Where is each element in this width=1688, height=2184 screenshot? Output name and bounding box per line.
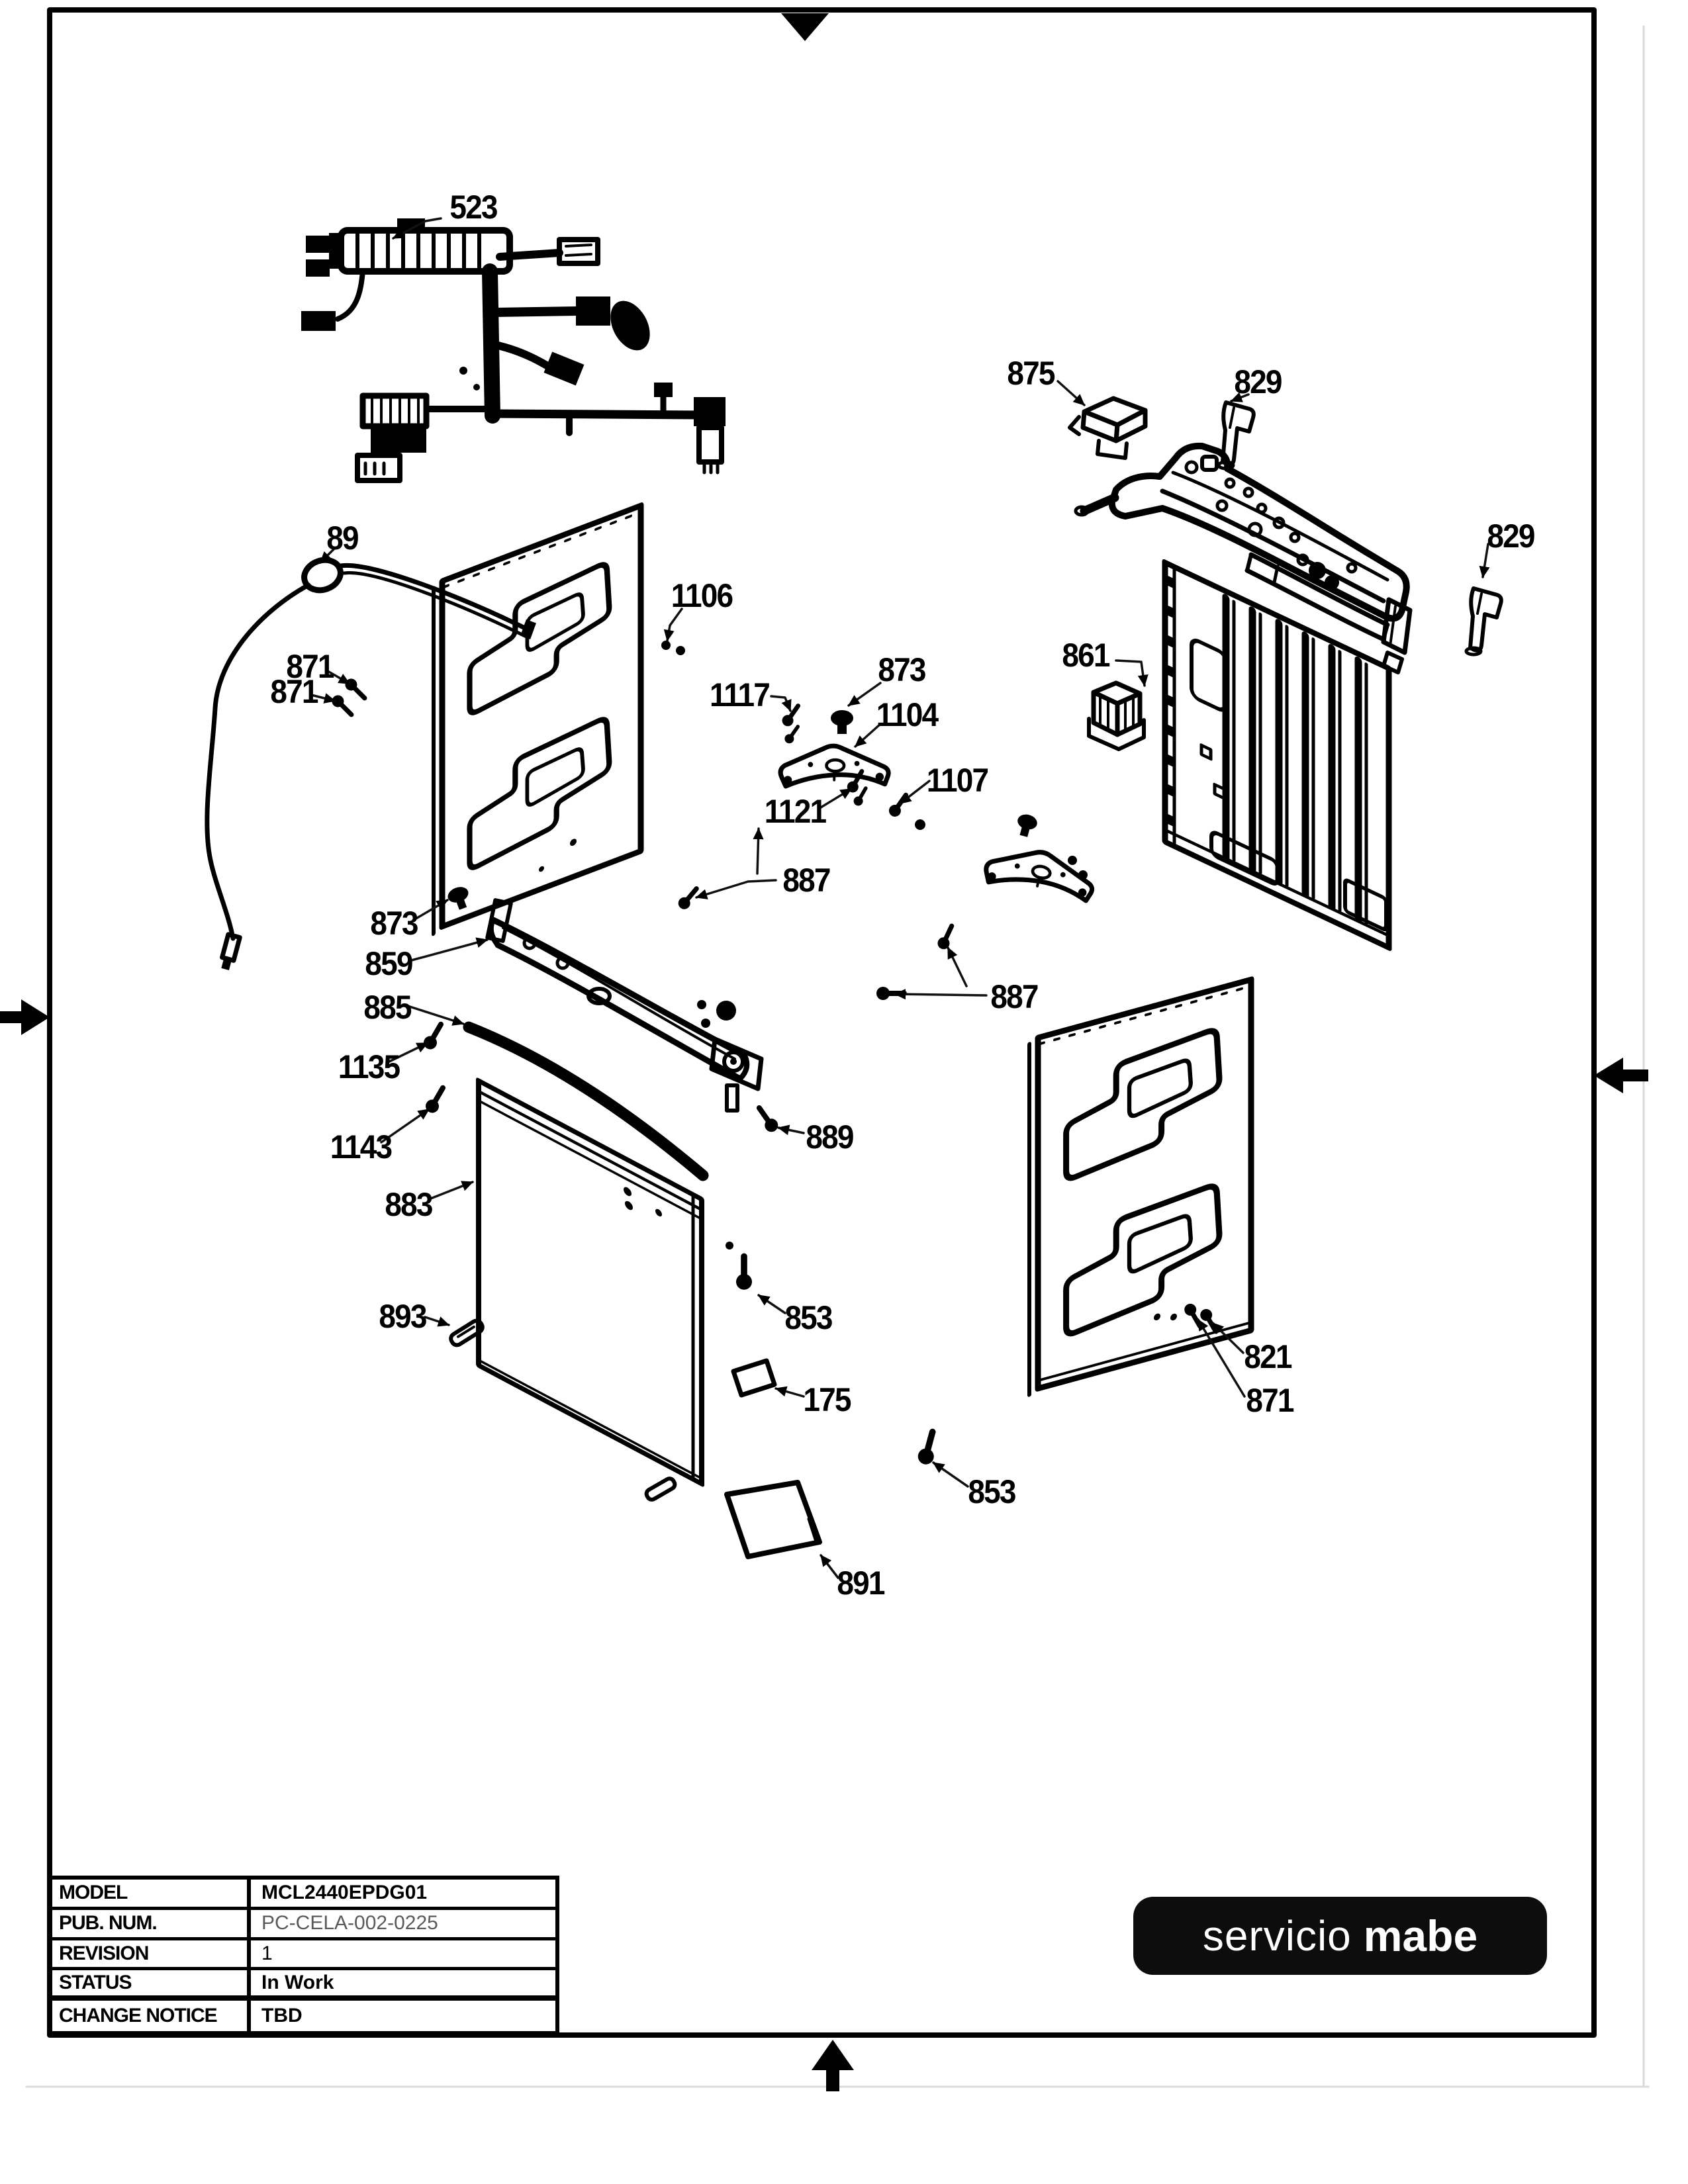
part-label-893: 893 — [379, 1298, 426, 1335]
part-label-871-c: 871 — [1246, 1382, 1293, 1419]
part-trim-strip-885 — [469, 1027, 703, 1175]
part-bracket-875 — [1070, 398, 1145, 458]
part-label-861: 861 — [1062, 637, 1109, 674]
part-label-873-a: 873 — [370, 905, 418, 942]
part-label-1143: 1143 — [330, 1128, 392, 1165]
part-label-829-b: 829 — [1487, 518, 1534, 555]
part-label-1135: 1135 — [338, 1048, 400, 1085]
part-bracket-829-second — [1466, 588, 1501, 655]
titleblock-pubnum-value: PC-CELA-002-0225 — [247, 1910, 555, 1937]
titleblock-changenotice-value: TBD — [247, 2001, 555, 2031]
titleblock-row-revision — [52, 1940, 555, 1971]
part-label-883: 883 — [385, 1186, 432, 1223]
part-plate-175 — [733, 1361, 774, 1395]
page-border-frame — [0, 10, 1648, 2091]
part-bracket-829-first — [1219, 402, 1254, 469]
part-top-frame-859 — [487, 900, 761, 1111]
logo-text-mabe: mabe — [1363, 1911, 1478, 1960]
part-label-853-b: 853 — [968, 1473, 1015, 1510]
titleblock-status-label: STATUS — [59, 1972, 132, 1994]
part-label-873-b: 873 — [878, 651, 925, 688]
part-plate-891 — [727, 1482, 820, 1557]
titleblock-row-changenotice — [52, 2001, 555, 2031]
registration-arrow-bottom-icon — [812, 2040, 854, 2091]
part-label-89: 89 — [326, 520, 358, 557]
titleblock-model-label: MODEL — [59, 1882, 128, 1904]
part-label-1107: 1107 — [926, 762, 988, 799]
part-left-side-panel — [434, 506, 641, 934]
part-bracket-1104 — [780, 710, 888, 786]
part-label-1106: 1106 — [671, 577, 733, 614]
part-switch-box-861 — [1089, 683, 1144, 749]
titleblock-pubnum-label: PUB. NUM. — [59, 1912, 157, 1934]
part-label-885: 885 — [363, 989, 411, 1026]
part-label-875: 875 — [1007, 355, 1055, 392]
part-rear-support-frame — [1076, 446, 1410, 672]
logo-text-servicio: servicio — [1202, 1912, 1352, 1960]
part-label-871-a: 871 — [286, 648, 334, 685]
part-label-889: 889 — [806, 1118, 853, 1156]
part-label-871-b: 871 — [270, 673, 318, 710]
part-rear-panel — [1165, 563, 1389, 948]
part-clip-small — [645, 1477, 677, 1502]
part-wiring-harness-523 — [301, 218, 726, 480]
titleblock-row-status — [52, 1970, 555, 2001]
part-label-887-a: 887 — [782, 862, 830, 899]
titleblock-revision-value: 1 — [247, 1940, 555, 1968]
part-label-891: 891 — [837, 1565, 884, 1602]
part-label-1117: 1117 — [710, 676, 769, 713]
titleblock-revision-label: REVISION — [59, 1942, 149, 1964]
part-grommet-873-left — [445, 884, 473, 912]
part-label-859: 859 — [365, 945, 412, 982]
registration-arrow-right-icon — [1594, 1058, 1648, 1093]
part-label-887-b: 887 — [990, 978, 1038, 1015]
part-bracket-right — [984, 812, 1098, 903]
part-label-1121: 1121 — [764, 793, 826, 830]
registration-arrow-top-icon — [781, 13, 829, 41]
part-label-1104: 1104 — [876, 696, 938, 733]
servicio-mabe-logo — [1133, 1897, 1547, 1975]
titleblock-changenotice-label: CHANGE NOTICE — [59, 2005, 217, 2027]
part-label-853-a: 853 — [784, 1299, 832, 1336]
part-label-821: 821 — [1244, 1338, 1291, 1375]
titleblock-row-pubnum — [52, 1910, 555, 1940]
part-label-175: 175 — [803, 1381, 851, 1418]
part-grommet-873-center — [831, 710, 853, 734]
registration-arrow-left-icon — [0, 999, 50, 1035]
part-label-523: 523 — [449, 189, 497, 226]
titleblock-status-value: In Work — [247, 1970, 555, 1995]
part-label-829-a: 829 — [1234, 363, 1282, 400]
title-block — [48, 1876, 559, 2035]
titleblock-model-value: MCL2440EPDG01 — [247, 1880, 555, 1907]
titleblock-row-model — [52, 1880, 555, 1910]
